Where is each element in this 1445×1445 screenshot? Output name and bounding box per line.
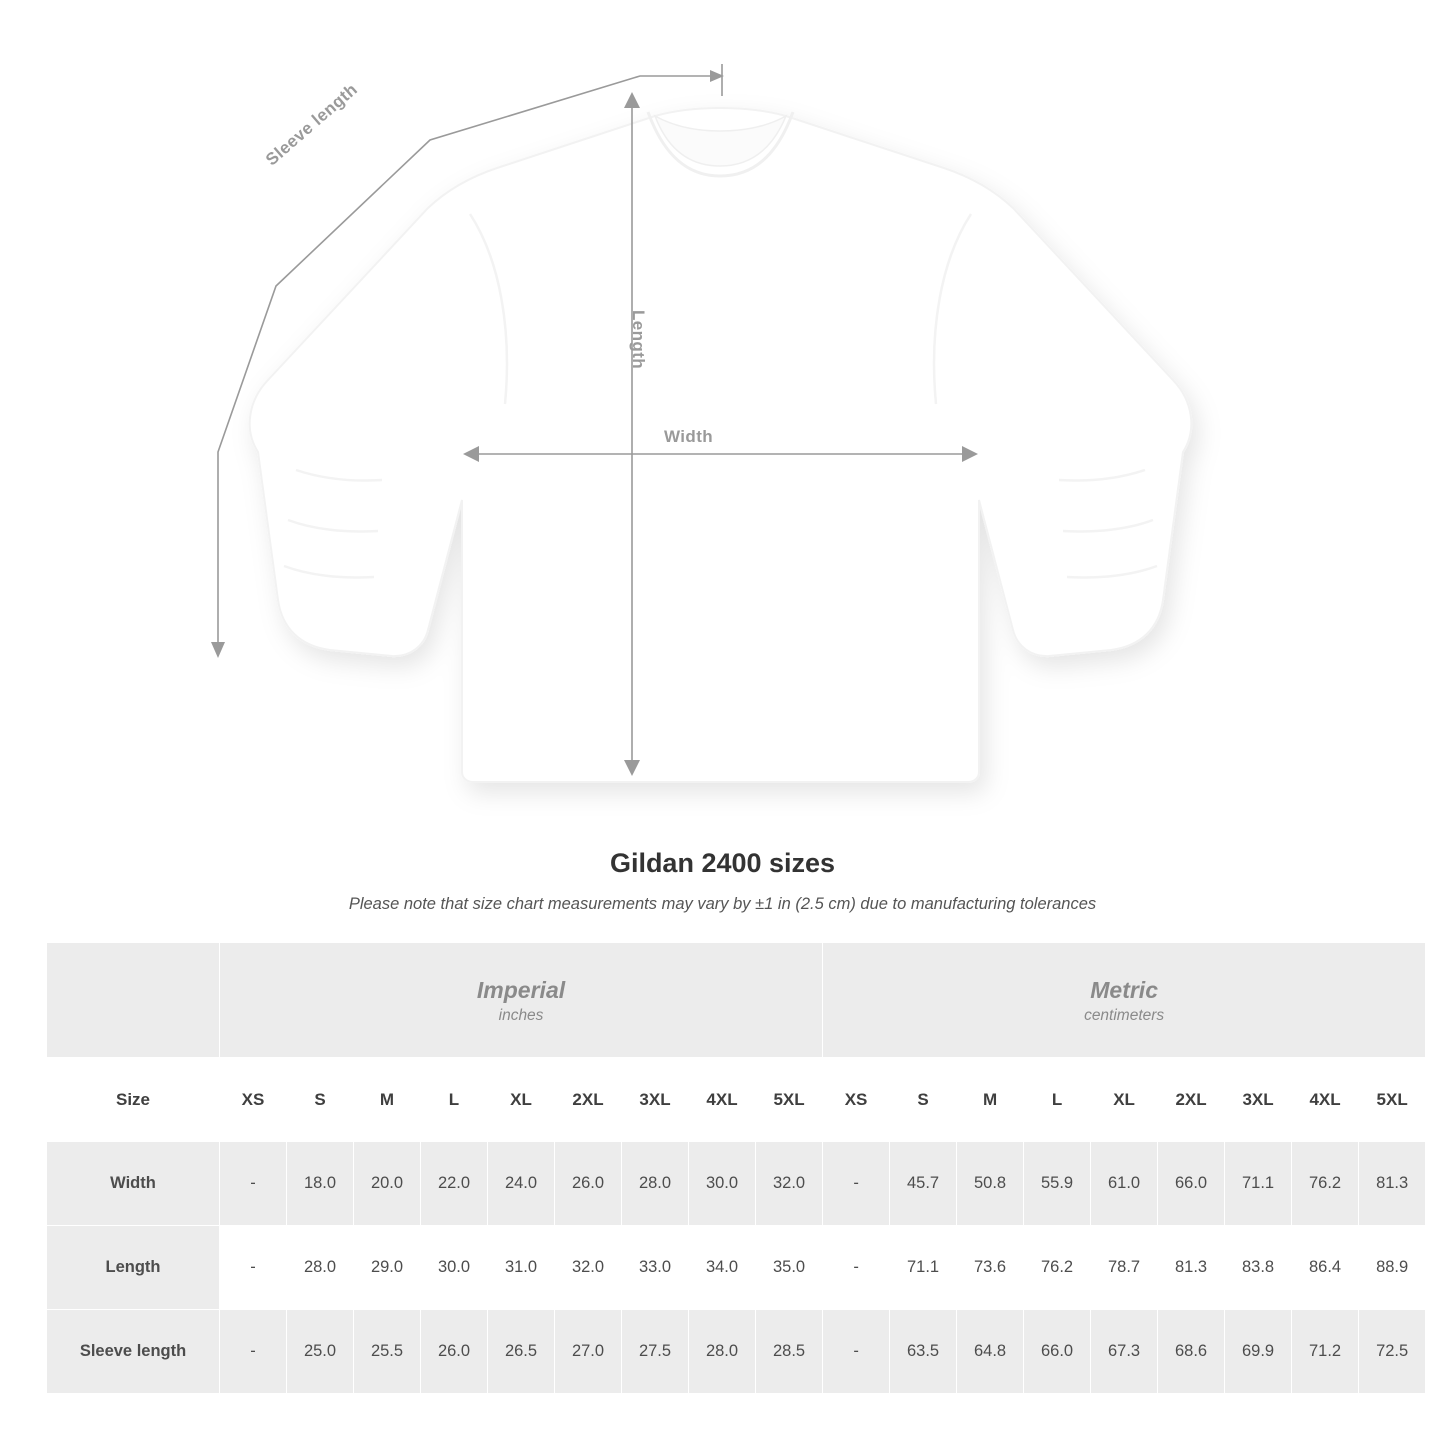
imperial-name: Imperial: [476, 977, 566, 1004]
cell: 76.2: [1292, 1142, 1359, 1226]
row-label-length: Length: [47, 1226, 220, 1310]
cell: 71.1: [1225, 1142, 1292, 1226]
cell: 18.0: [287, 1142, 354, 1226]
cell: 30.0: [689, 1142, 756, 1226]
cell: 28.0: [622, 1142, 689, 1226]
cell: 55.9: [1024, 1142, 1091, 1226]
cell: 34.0: [689, 1226, 756, 1310]
size-cell-s-imperial: S: [287, 1058, 354, 1142]
cell: 86.4: [1292, 1226, 1359, 1310]
size-cell-l-imperial: L: [421, 1058, 488, 1142]
cell: 72.5: [1359, 1310, 1426, 1394]
size-cell-4xl-imperial: 4XL: [689, 1058, 756, 1142]
cell: 81.3: [1359, 1142, 1426, 1226]
width-label: Width: [664, 427, 714, 446]
cell: 66.0: [1024, 1310, 1091, 1394]
size-cell-l-metric: L: [1024, 1058, 1091, 1142]
cell: 66.0: [1158, 1142, 1225, 1226]
cell: 28.0: [287, 1226, 354, 1310]
cell: 71.1: [890, 1226, 957, 1310]
cell: 22.0: [421, 1142, 488, 1226]
size-cell-3xl-metric: 3XL: [1225, 1058, 1292, 1142]
cell: 26.0: [555, 1142, 622, 1226]
unit-header-row: [47, 943, 1426, 1058]
cell: -: [823, 1310, 890, 1394]
cell: 25.5: [354, 1310, 421, 1394]
size-table-wrapper: [46, 942, 1409, 1394]
size-cell-2xl-metric: 2XL: [1158, 1058, 1225, 1142]
cell: 73.6: [957, 1226, 1024, 1310]
cell: 81.3: [1158, 1226, 1225, 1310]
cell: 26.5: [488, 1310, 555, 1394]
sleeve-length-label: Sleeve length: [262, 79, 362, 170]
cell: 28.5: [756, 1310, 823, 1394]
table-row: [47, 1310, 1426, 1394]
cell: 67.3: [1091, 1310, 1158, 1394]
cell: 28.0: [689, 1310, 756, 1394]
page-title: Gildan 2400 sizes: [609, 848, 836, 878]
row-label-sleeve-length: Sleeve length: [47, 1310, 220, 1394]
cell: 78.7: [1091, 1226, 1158, 1310]
title-block: [0, 848, 1445, 914]
cell: -: [220, 1310, 287, 1394]
cell: 83.8: [1225, 1226, 1292, 1310]
size-cell-xs-metric: XS: [823, 1058, 890, 1142]
size-cell-2xl-imperial: 2XL: [555, 1058, 622, 1142]
length-label: Length: [629, 310, 648, 370]
table-row: [47, 1142, 1426, 1226]
size-cell-5xl-imperial: 5XL: [756, 1058, 823, 1142]
cell: 63.5: [890, 1310, 957, 1394]
size-table: [46, 942, 1426, 1394]
sizes-row: [47, 1058, 1426, 1142]
unit-header-metric: [823, 943, 1426, 1058]
cell: 33.0: [622, 1226, 689, 1310]
cell: 50.8: [957, 1142, 1024, 1226]
cell: 69.9: [1225, 1310, 1292, 1394]
cell: 61.0: [1091, 1142, 1158, 1226]
unit-header-blank: [47, 943, 220, 1058]
cell: 25.0: [287, 1310, 354, 1394]
size-cell-s-metric: S: [890, 1058, 957, 1142]
cell: 20.0: [354, 1142, 421, 1226]
cell: 68.6: [1158, 1310, 1225, 1394]
size-cell-5xl-metric: 5XL: [1359, 1058, 1426, 1142]
cell: 45.7: [890, 1142, 957, 1226]
cell: 30.0: [421, 1226, 488, 1310]
unit-header-imperial: [220, 943, 823, 1058]
cell: -: [823, 1226, 890, 1310]
cell: 64.8: [957, 1310, 1024, 1394]
size-cell-xl-metric: XL: [1091, 1058, 1158, 1142]
size-cell-m-imperial: M: [354, 1058, 421, 1142]
cell: 27.5: [622, 1310, 689, 1394]
metric-name: Metric: [1090, 977, 1158, 1004]
cell: 32.0: [756, 1142, 823, 1226]
size-cell-xs-imperial: XS: [220, 1058, 287, 1142]
row-label-width: Width: [47, 1142, 220, 1226]
metric-sub: centimeters: [1084, 1006, 1165, 1024]
cell: 29.0: [354, 1226, 421, 1310]
cell: 88.9: [1359, 1226, 1426, 1310]
size-cell-3xl-imperial: 3XL: [622, 1058, 689, 1142]
cell: 71.2: [1292, 1310, 1359, 1394]
cell: 26.0: [421, 1310, 488, 1394]
cell: 76.2: [1024, 1226, 1091, 1310]
imperial-sub: inches: [498, 1006, 544, 1024]
size-row-label: Size: [47, 1058, 220, 1142]
size-cell-m-metric: M: [957, 1058, 1024, 1142]
table-row: [47, 1226, 1426, 1310]
cell: -: [220, 1226, 287, 1310]
cell: 24.0: [488, 1142, 555, 1226]
cell: 31.0: [488, 1226, 555, 1310]
cell: -: [823, 1142, 890, 1226]
tolerance-note: Please note that size chart measurements may vary by ±1 in (2.5 cm) due to manufacturing tolerances: [348, 895, 1097, 913]
cell: 35.0: [756, 1226, 823, 1310]
size-cell-xl-imperial: XL: [488, 1058, 555, 1142]
cell: -: [220, 1142, 287, 1226]
cell: 27.0: [555, 1310, 622, 1394]
cell: 32.0: [555, 1226, 622, 1310]
size-cell-4xl-metric: 4XL: [1292, 1058, 1359, 1142]
